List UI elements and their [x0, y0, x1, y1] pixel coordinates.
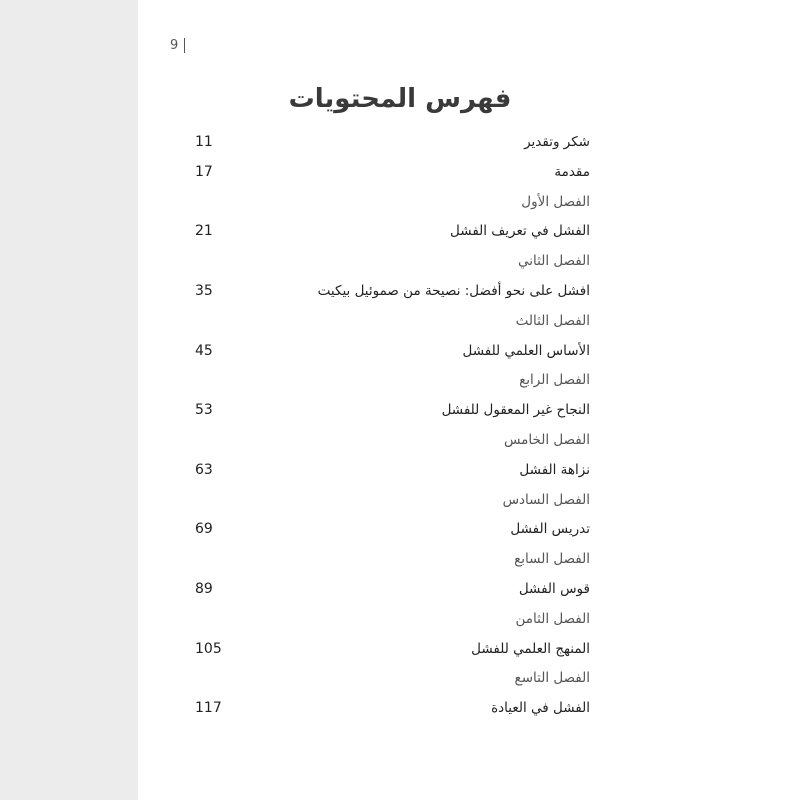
toc-entry-label: الفشل في تعريف الفشل — [450, 223, 590, 240]
toc-entry — [195, 223, 590, 247]
toc-entry-label: افشل على نحو أفضل: نصيحة من صموئيل بيكيت — [317, 283, 590, 299]
toc-entry-label: الفصل الثاني — [518, 253, 590, 270]
toc-page-number: 35 — [195, 283, 213, 299]
toc-page-number: 89 — [195, 581, 213, 597]
toc-entry — [195, 641, 590, 665]
page-title: فهرس المحتويات — [288, 84, 512, 114]
page-number: 9 — [170, 38, 179, 53]
toc-entry — [195, 134, 590, 158]
toc-entry — [195, 402, 590, 426]
toc-entry-label: تدريس الفشل — [510, 521, 590, 538]
toc-entry-label: الفصل الخامس — [503, 432, 590, 448]
toc-page-number: 17 — [195, 163, 213, 180]
toc-entry-label: الفشل في العيادة — [491, 700, 590, 717]
toc-entry-label: قوس الفشل — [518, 581, 590, 597]
page-header — [170, 38, 185, 53]
toc-chapter-heading — [195, 253, 590, 277]
toc-entry-label: الفصل الثامن — [515, 610, 590, 627]
toc-entry-label: نزاهة الفشل — [519, 461, 590, 478]
toc-entry-label: الفصل الأول — [521, 193, 590, 210]
toc-page-number: 117 — [195, 700, 222, 717]
toc-entry — [195, 700, 590, 724]
toc-chapter-heading — [195, 432, 590, 456]
toc-entry — [195, 283, 590, 307]
toc-entry-label: المنهج العلمي للفشل — [471, 640, 590, 657]
toc-page-number: 11 — [195, 134, 213, 150]
toc-chapter-heading — [195, 551, 590, 575]
header-divider — [184, 38, 185, 53]
toc-page-number: 21 — [195, 223, 213, 240]
toc-chapter-heading — [195, 492, 590, 516]
toc-page-number: 105 — [195, 640, 222, 657]
toc-entry-label: الفصل السادس — [502, 491, 590, 508]
toc-entry-label: مقدمة — [554, 163, 590, 180]
toc-chapter-heading — [195, 372, 590, 396]
toc-page-number: 63 — [195, 461, 213, 478]
toc-chapter-heading — [195, 313, 590, 337]
toc-entry-label: شكر وتقدير — [524, 134, 590, 150]
toc-entry — [195, 462, 590, 486]
toc-entry — [195, 581, 590, 605]
toc-entry-label: الفصل التاسع — [514, 670, 590, 687]
toc-entry-label: الفصل الرابع — [519, 372, 590, 389]
toc-entry-label: الفصل السابع — [514, 551, 590, 568]
toc-page-number: 69 — [195, 521, 213, 538]
toc-entry-label: الفصل الثالث — [515, 312, 590, 329]
toc-entry — [195, 164, 590, 188]
toc-chapter-heading — [195, 611, 590, 635]
toc-entry-label: الأساس العلمي للفشل — [462, 342, 590, 359]
toc-entry — [195, 521, 590, 545]
toc-page-number: 53 — [195, 402, 213, 419]
toc-entry-label: النجاح غير المعقول للفشل — [441, 402, 590, 419]
toc-entry — [195, 343, 590, 367]
toc-chapter-heading — [195, 194, 590, 218]
toc-page-number: 45 — [195, 342, 213, 359]
toc-chapter-heading — [195, 670, 590, 694]
